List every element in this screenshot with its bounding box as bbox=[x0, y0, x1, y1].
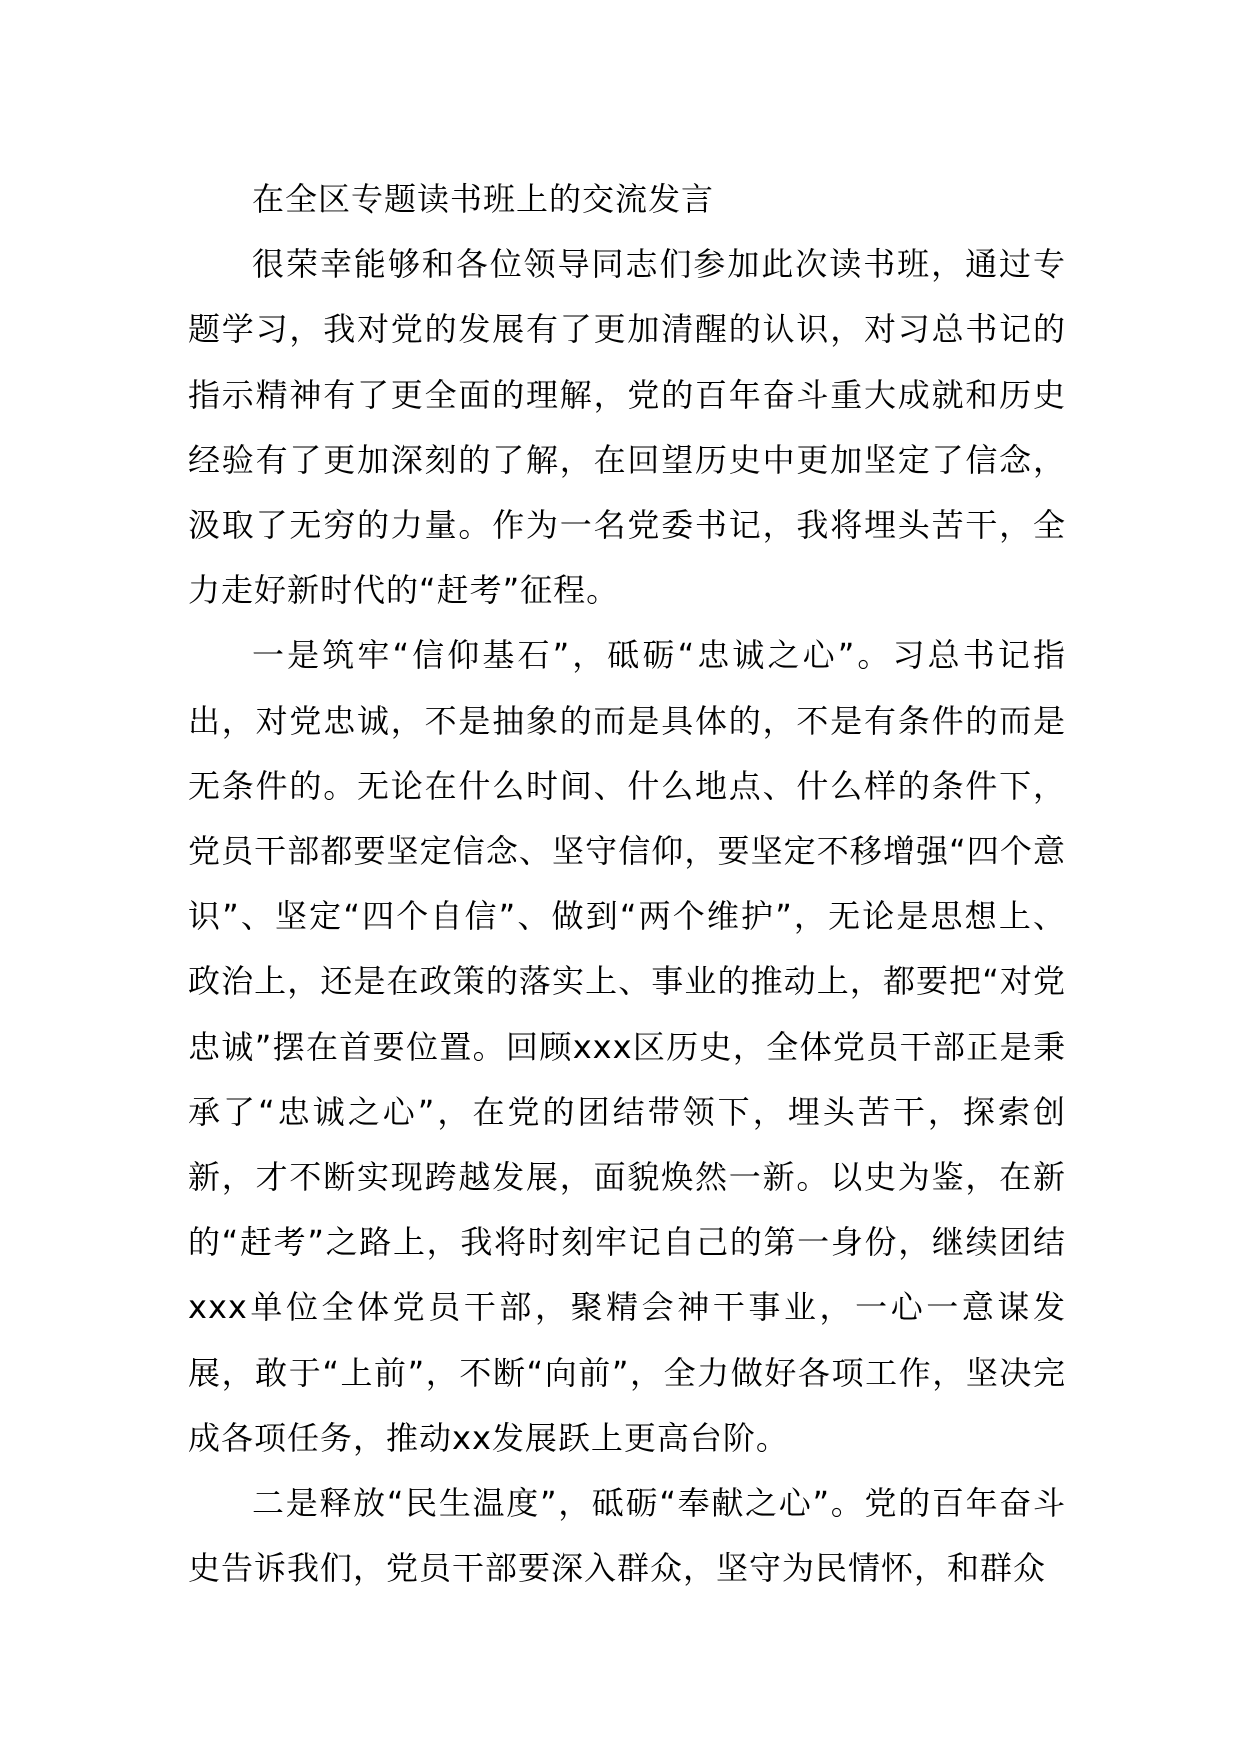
paragraph-point-one: 一是筑牢“信仰基石”，砥砺“忠诚之心”。习总书记指出，对党忠诚，不是抽象的而是具体的，不是有条件的而是无条件的。无论在什么时间、什么地点、什么样的条件下，党员干部都要坚定信念、坚守信仰，要坚定不移增强“四个意识”、坚定“四个自信”、做到“两个维护”，无论是思想上、政治上，还是在政策的落实上、事业的推动上，都要把“对党忠诚”摆在首要位置。回顾xxx区历史，全体党员干部正是秉承了“忠诚之心”，在党的团结带领下，埋头苦干，探索创新，才不断实现跨越发展，面貌焕然一新。以史为鉴，在新的“赶考”之路上，我将时刻牢记自己的第一身份，继续团结xxx单位全体党员干部，聚精会神干事业，一心一意谋发展，敢于“上前”，不断“向前”，全力做好各项工作，坚决完成各项任务，推动xx发展跃上更高台阶。 bbox=[188, 636, 1066, 1457]
document-title: 在全区专题读书班上的交流发言 bbox=[252, 180, 715, 218]
paragraph-point-two: 二是释放“民生温度”，砥砺“奉献之心”。党的百年奋斗史告诉我们，党员干部要深入群众，坚守为民情怀，和群众 bbox=[188, 1484, 1066, 1588]
paragraph-intro: 很荣幸能够和各位领导同志们参加此次读书班，通过专题学习，我对党的发展有了更加清醒的认识，对习总书记的指示精神有了更全面的理解，党的百年奋斗重大成就和历史经验有了更加深刻的了解，在回望历史中更加坚定了信念，汲取了无穷的力量。作为一名党委书记，我将埋头苦干，全力走好新时代的“赶考”征程。 bbox=[188, 245, 1066, 610]
document-body bbox=[188, 167, 1066, 1601]
